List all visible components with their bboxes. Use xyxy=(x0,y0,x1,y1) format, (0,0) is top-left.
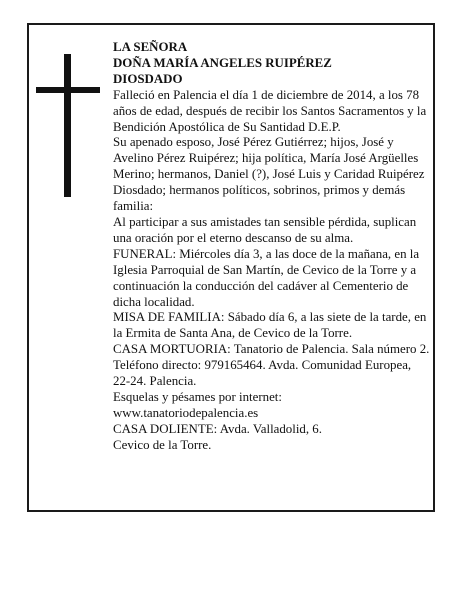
family-list: Su apenado esposo, José Pérez Gutiérrez; hijos, José y Avelino Pérez Ruipérez; hija política, María José Argüelles Merino; hermanos, Daniel (?), José Luis y Caridad Ruipérez Diosdado; hermanos políticos, sobrinos, primos y demás familia: xyxy=(113,135,425,214)
heading-name: DOÑA MARÍA ANGELES RUIPÉREZ xyxy=(113,55,332,70)
heading-surname: DIOSDADO xyxy=(113,71,183,86)
funeral-home-details: CASA MORTUORIA: Tanatorio de Palencia. Sala número 2. Teléfono directo: 979165464. Avda. Comunidad Europea, 22-24. Palencia. xyxy=(113,342,430,389)
family-home-address: CASA DOLIENTE: Avda. Valladolid, 6. xyxy=(113,421,322,436)
death-announcement: Falleció en Palencia el día 1 de diciembre de 2014, a los 78 años de edad, después de recibir los Santos Sacramentos y la Bendición Apostólica de Su Santidad D.E.P. xyxy=(113,87,427,134)
funeral-home-website: www.tanatoriodepalencia.es xyxy=(113,405,259,420)
online-condolences-label: Esquelas y pésames por internet: xyxy=(113,389,282,404)
notice-text xyxy=(113,40,431,454)
cross-vertical-bar xyxy=(64,54,71,197)
cross-horizontal-bar xyxy=(36,87,100,93)
heading-title: LA SEÑORA xyxy=(113,40,188,54)
family-home-town: Cevico de la Torre. xyxy=(113,437,212,452)
family-mass-details: MISA DE FAMILIA: Sábado día 6, a las siete de la tarde, en la Ermita de Santa Ana, de Cevico de la Torre. xyxy=(113,310,427,341)
cross-icon xyxy=(36,54,100,197)
funeral-details: FUNERAL: Miércoles día 3, a las doce de la mañana, en la Iglesia Parroquial de San Martín, de Cevico de la Torre y a continuación la conducción del cadáver al Cementerio de dicha localidad. xyxy=(113,246,420,309)
prayer-request: Al participar a sus amistades tan sensible pérdida, suplican una oración por el eterno descanso de su alma. xyxy=(113,214,417,245)
